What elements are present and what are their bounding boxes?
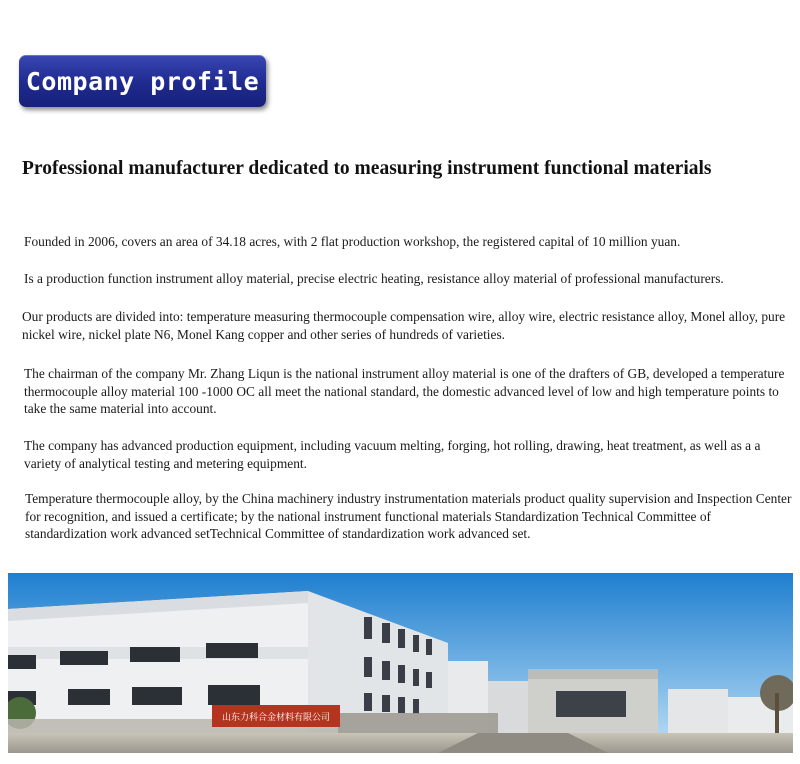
page-headline: Professional manufacturer dedicated to measuring instrument functional materials <box>22 158 712 179</box>
paragraph-equipment: The company has advanced production equipment, including vacuum melting, forging, hot rolling, drawing, heat treatment, as well as a a variety of analytical testing and metering equipment. <box>24 438 761 471</box>
company-sign-text: 山东力科合金材料有限公司 <box>221 713 331 723</box>
badge-label: Company profile <box>25 66 260 96</box>
paragraph-products: Our products are divided into: temperature measuring thermocouple compensation wire, alloy wire, electric resistance alloy, Monel alloy, pure nickel wire, nickel plate N6, Monel Kang copper and other series of hundreds of varieties. <box>22 309 786 342</box>
paragraph-certification: Temperature thermocouple alloy, by the China machinery industry instrumentation materials product quality supervision and Inspection Center for recognition, and issued a certificate; by the national instrument functional materials Standardization Technical Committee of standardization work advanced setTechnical Committee of standardization work advanced set. <box>25 491 792 541</box>
paragraph-founding: Founded in 2006, covers an area of 34.18 acres, with 2 flat production workshop, the registered capital of 10 million yuan. <box>24 234 681 249</box>
company-profile-badge <box>19 55 266 107</box>
paragraph-chairman: The chairman of the company Mr. Zhang Liqun is the national instrument alloy material is one of the drafters of GB, developed a temperature thermocouple alloy material 100 -1000 OC all meet the national standard, the domestic advanced level of low and high temperature points to take the same material into account. <box>24 366 785 416</box>
factory-photo <box>8 573 793 753</box>
paragraph-business: Is a production function instrument alloy material, precise electric heating, resistance alloy material of professional manufacturers. <box>24 271 724 286</box>
